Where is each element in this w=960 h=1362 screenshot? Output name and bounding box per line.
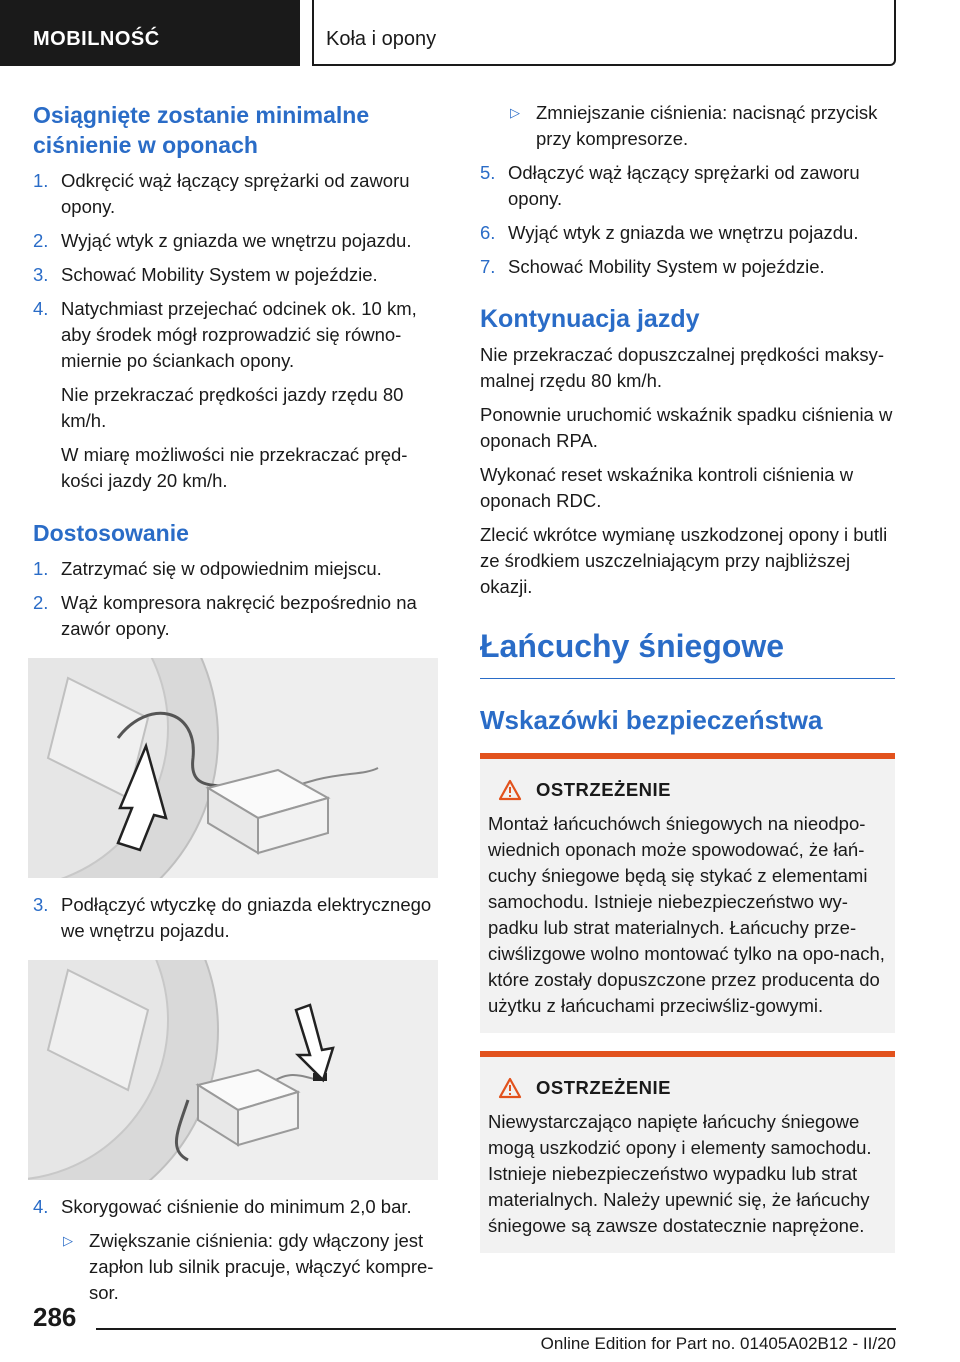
list-item: 6. Wyjąć wtyk z gniazda we wnętrzu pojazdu. (480, 222, 859, 243)
paragraph: Ponownie uruchomić wskaźnik spadku ciśnienia w oponach RPA. (480, 404, 893, 451)
list-item: 2. Wyjąć wtyk z gniazda we wnętrzu pojazdu. (33, 230, 412, 251)
warning-box (480, 753, 895, 1033)
warning-title: OSTRZEŻENIE (536, 779, 672, 800)
heading-safety-notes: Wskazówki bezpieczeństwa (480, 705, 823, 735)
chapter-tab (312, 0, 896, 66)
list-item: 3. Schować Mobility System w pojeździe. (33, 264, 378, 285)
warning-box (480, 1051, 895, 1253)
list-item: 4. Skorygować ciśnienie do minimum 2,0 bar. (33, 1196, 412, 1217)
section-tab (0, 0, 300, 66)
list-item: 4. Natychmiast przejechać odcinek ok. 10 km, aby środek mógł rozprowadzić się równo-miernie po ściankach opony. (33, 298, 417, 371)
list-item: 5. Odłączyć wąż łączący sprężarki od zaworu opony. (480, 162, 860, 209)
heading-snow-chains: Łańcuchy śniegowe (480, 626, 895, 679)
edition-note: Online Edition for Part no. 01405A02B12 - II/20 (540, 1334, 896, 1353)
triangle-bullet-icon: ▷ (63, 1233, 73, 1248)
warning-title: OSTRZEŻENIE (536, 1077, 672, 1098)
list-item: 1. Zatrzymać się w odpowiednim miejscu. (33, 558, 382, 579)
illustration-hose-to-valve (28, 658, 438, 878)
heading-adjustment: Dostosowanie (33, 520, 189, 546)
page-number: 286 (33, 1302, 77, 1332)
warning-header (488, 1077, 887, 1099)
paragraph: Nie przekraczać dopuszczalnej prędkości maksy-malnej rzędu 80 km/h. (480, 344, 885, 391)
speed-note: W miarę możliwości nie przekraczać pręd-kości jazdy 20 km/h. (61, 444, 408, 491)
right-column (480, 100, 895, 1271)
paragraph: Wykonać reset wskaźnika kontroli ciśnienia w oponach RDC. (480, 464, 854, 511)
warning-header (488, 779, 887, 801)
list-item: 1. Odkręcić wąż łączący sprężarki od zaworu opony. (33, 170, 410, 217)
speed-note: Nie przekraczać prędkości jazdy rzędu 80 km/h. (61, 384, 404, 431)
sub-item: ▷ Zmniejszanie ciśnienia: nacisnąć przycisk przy kompresorze. (480, 100, 895, 152)
sub-item: ▷ Zwiększanie ciśnienia: gdy włączony jest zapłon lub silnik pracuje, włączyć kompre-sor. (33, 1228, 443, 1306)
warning-text: Niewystarczająco napięte łańcuchy śniegowe mogą uszkodzić opony i elementy samochodu. Istnieje niebezpieczeństwo wypadku lub strat materialnych. Należy upewnić się, że łańcuchy śniegowe są zawsze dostatecznie naprężone. (488, 1111, 872, 1236)
warning-triangle-icon (498, 779, 522, 801)
heading-continue-driving: Kontynuacja jazdy (480, 305, 700, 333)
footer-divider (96, 1328, 896, 1330)
paragraph: Zlecić wkrótce wymianę uszkodzonej opony i butli ze środkiem uszczelniającym przy najbliższej okazji. (480, 524, 888, 597)
triangle-bullet-icon: ▷ (510, 105, 520, 120)
warning-triangle-icon (498, 1077, 522, 1099)
illustration-plug-socket (28, 960, 438, 1180)
list-item: 3. Podłączyć wtyczkę do gniazda elektrycznego we wnętrzu pojazdu. (33, 894, 432, 941)
left-column (33, 100, 443, 1314)
chapter-title: Koła i opony (326, 28, 437, 50)
list-item: 2. Wąż kompresora nakręcić bezpośrednio na zawór opony. (33, 592, 417, 639)
list-item: 7. Schować Mobility System w pojeździe. (480, 256, 825, 277)
heading-min-pressure: Osiągnięte zostanie minimalne ciśnienie w oponach (33, 102, 370, 158)
warning-text: Montaż łańcuchówch śniegowych na nieodpo-wiednich oponach może spowodować, że łań-cuchy śniegowe będą się stykać z elementami samochodu. Istnieje niebezpieczeństwo wy-padku lub strat materialnych. Łańcuchy prze-ciwślizgowe wolno montować tylko na opo-nach, które zostały dopuszczone przez producenta do użytku z łańcuchami przeciwśliz-gowymi. (488, 813, 885, 1016)
section-title: MOBILNOŚĆ (33, 28, 160, 50)
